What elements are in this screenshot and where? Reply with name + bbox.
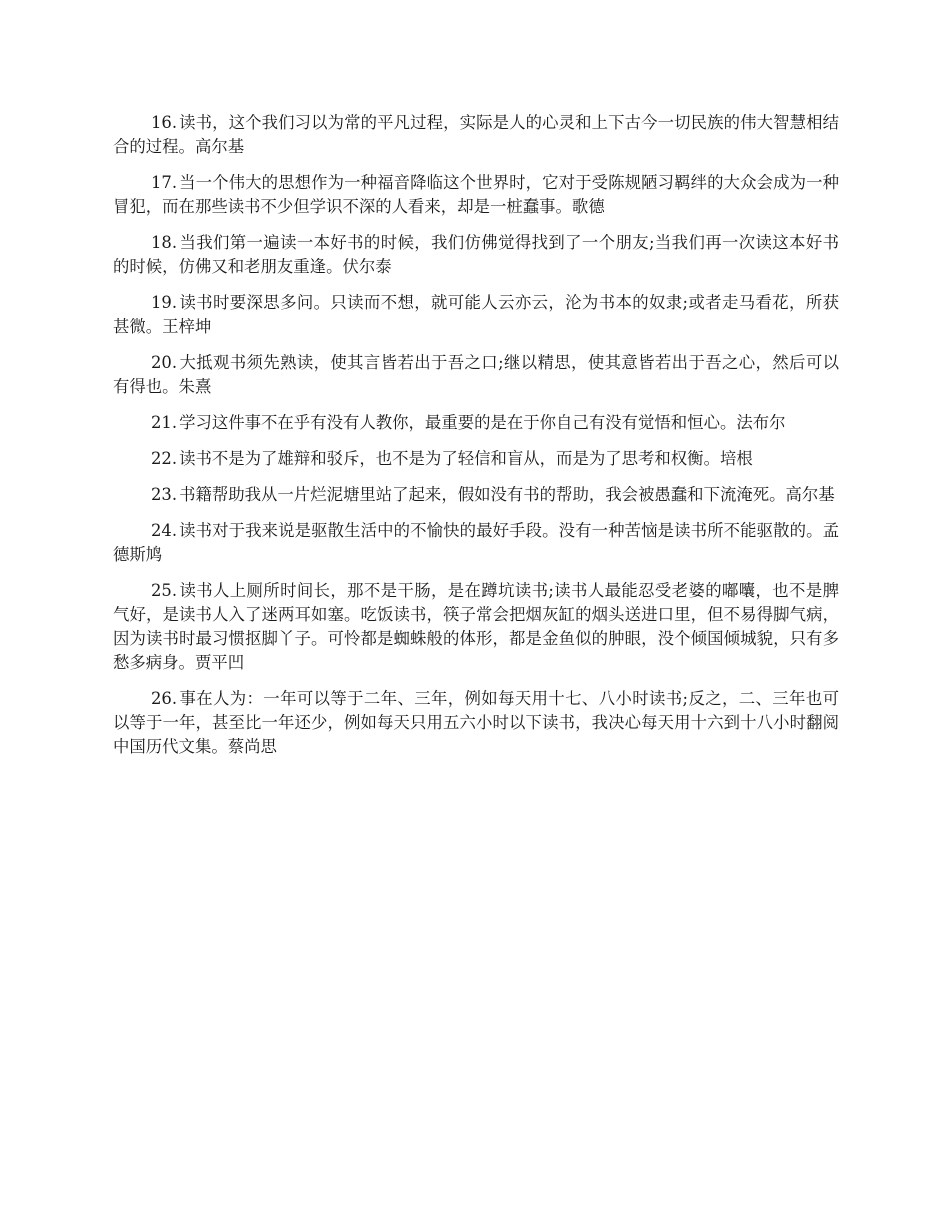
quote-text: 当我们第一遍读一本好书的时候，我们仿佛觉得找到了一个朋友;当我们再一次读这本好书的时候，仿佛又和老朋友重逢。伏尔泰 — [113, 233, 839, 276]
quote-paragraph-26 — [113, 687, 839, 759]
quote-text: 读书人上厕所时间长，那不是干肠，是在蹲坑读书;读书人最能忍受老婆的嘟囔，也不是脾气好，是读书人入了迷两耳如塞。吃饭读书，筷子常会把烟灰缸的烟头送进口里，但不易得脚气病，因为读书时最习惯抠脚丫子。可怜都是蜘蛛般的体形，都是金鱼似的肿眼，没个倾国倾城貌，只有多愁多病身。贾平凹 — [113, 581, 839, 672]
quote-number: 17. — [151, 173, 178, 192]
quote-paragraph-25 — [113, 579, 839, 675]
quote-text: 大抵观书须先熟读，使其言皆若出于吾之口;继以精思，使其意皆若出于吾之心，然后可以有得也。朱熹 — [113, 353, 839, 396]
quote-number: 24. — [151, 521, 178, 540]
quote-paragraph-16 — [113, 111, 839, 159]
quote-paragraph-23 — [113, 483, 839, 507]
quote-paragraph-19 — [113, 291, 839, 339]
quote-text: 读书不是为了雄辩和驳斥，也不是为了轻信和盲从，而是为了思考和权衡。培根 — [179, 449, 753, 468]
quote-text: 学习这件事不在乎有没有人教你，最重要的是在于你自己有没有觉悟和恒心。法布尔 — [179, 413, 786, 432]
quote-paragraph-21 — [113, 411, 839, 435]
quote-paragraph-22 — [113, 447, 839, 471]
quote-paragraph-18 — [113, 231, 839, 279]
quote-text: 事在人为：一年可以等于二年、三年，例如每天用十七、八小时读书;反之，二、三年也可以等于一年，甚至比一年还少，例如每天只用五六小时以下读书，我决心每天用十六到十八小时翻阅中国历代文集。蔡尚思 — [113, 689, 839, 756]
quote-number: 23. — [151, 485, 178, 504]
quote-text: 读书时要深思多问。只读而不想，就可能人云亦云，沦为书本的奴隶;或者走马看花，所获甚微。王梓坤 — [113, 293, 839, 336]
quote-number: 22. — [151, 449, 178, 468]
quote-paragraph-20 — [113, 351, 839, 399]
quote-text: 读书对于我来说是驱散生活中的不愉快的最好手段。没有一种苦恼是读书所不能驱散的。孟德斯鸠 — [113, 521, 839, 564]
quote-number: 16. — [151, 113, 178, 132]
quote-number: 26. — [151, 689, 178, 708]
document-page — [113, 111, 839, 771]
quote-text: 当一个伟大的思想作为一种福音降临这个世界时，它对于受陈规陋习羁绊的大众会成为一种冒犯，而在那些读书不少但学识不深的人看来，却是一桩蠢事。歌德 — [113, 173, 839, 216]
quote-number: 18. — [151, 233, 178, 252]
quote-number: 21. — [151, 413, 178, 432]
quote-paragraph-24 — [113, 519, 839, 567]
quote-text: 书籍帮助我从一片烂泥塘里站了起来，假如没有书的帮助，我会被愚蠢和下流淹死。高尔基 — [179, 485, 835, 504]
quote-number: 25. — [151, 581, 178, 600]
quote-number: 19. — [151, 293, 178, 312]
quote-text: 读书，这个我们习以为常的平凡过程，实际是人的心灵和上下古今一切民族的伟大智慧相结合的过程。高尔基 — [113, 113, 839, 156]
quote-paragraph-17 — [113, 171, 839, 219]
quote-number: 20. — [151, 353, 178, 372]
